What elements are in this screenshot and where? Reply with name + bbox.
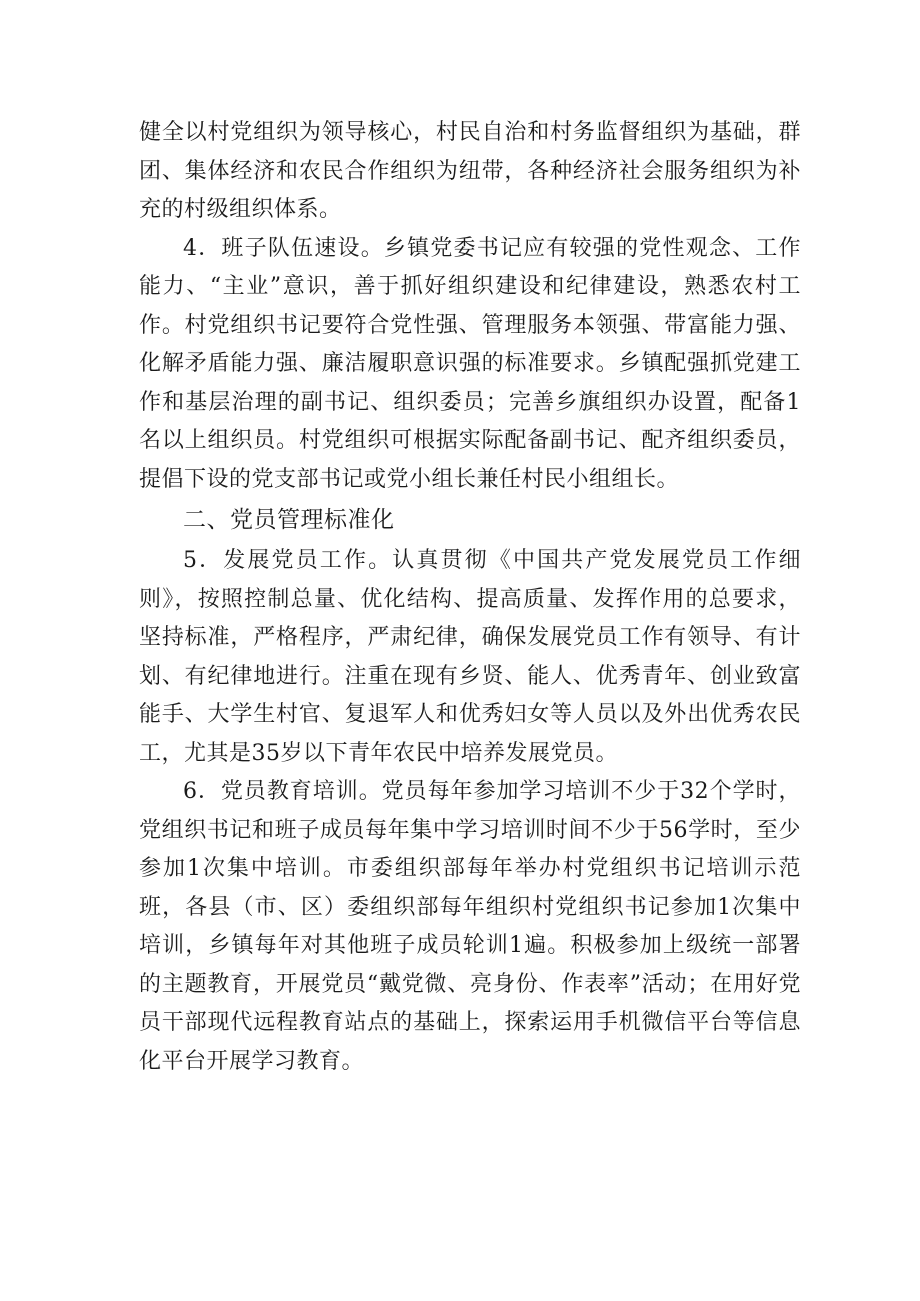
- paragraph-member-training: 6．党员教育培训。党员每年参加学习培训不少于32个学时，党组织书记和班子成员每年集中学习培训时间不少于56学时，至少参加1次集中培训。市委组织部每年举办村党组织书记培训示范班，各县（市、区）委组织部每年组织村党组织书记参加1次集中培训，乡镇每年对其他班子成员轮训1遍。积极参加上级统一部署的主题教育，开展党员“戴党微、亮身份、作表率”活动；在用好党员干部现代远程教育站点的基础上，探索运用手机微信平台等信息化平台开展学习教育。: [139, 779, 801, 1074]
- paragraph-continuation: 健全以村党组织为领导核心，村民自治和村务监督组织为基础，群团、集体经济和农民合作组织为纽带，各种经济社会服务组织为补充的村级组织体系。: [139, 120, 801, 222]
- paragraph-team-building: 4．班子队伍速设。乡镇党委书记应有较强的党性观念、工作能力、“主业”意识，善于抓好组织建设和纪律建设，熟悉农村工作。村党组织书记要符合党性强、管理服务本领强、带富能力强、化解矛盾能力强、廉洁履职意识强的标准要求。乡镇配强抓党建工作和基层治理的副书记、组织委员；完善乡旗组织办设置，配备1名以上组织员。村党组织可根据实际配备副书记、配齐组织委员，提倡下设的党支部书记或党小组长兼任村民小组组长。: [139, 235, 801, 492]
- document-body: [139, 114, 801, 1081]
- section-heading: 二、党员管理标准化: [183, 507, 395, 533]
- paragraph-member-development: 5．发展党员工作。认真贯彻《中国共产党发展党员工作细则》，按照控制总量、优化结构、提高质量、发挥作用的总要求，坚持标准，严格程序，严肃纪律，确保发展党员工作有领导、有计划、有纪律地进行。注重在现有乡贤、能人、优秀青年、创业致富能手、大学生村官、复退军人和优秀妇女等人员以及外出优秀农民工，尤其是35岁以下青年农民中培养发展党员。: [139, 548, 801, 766]
